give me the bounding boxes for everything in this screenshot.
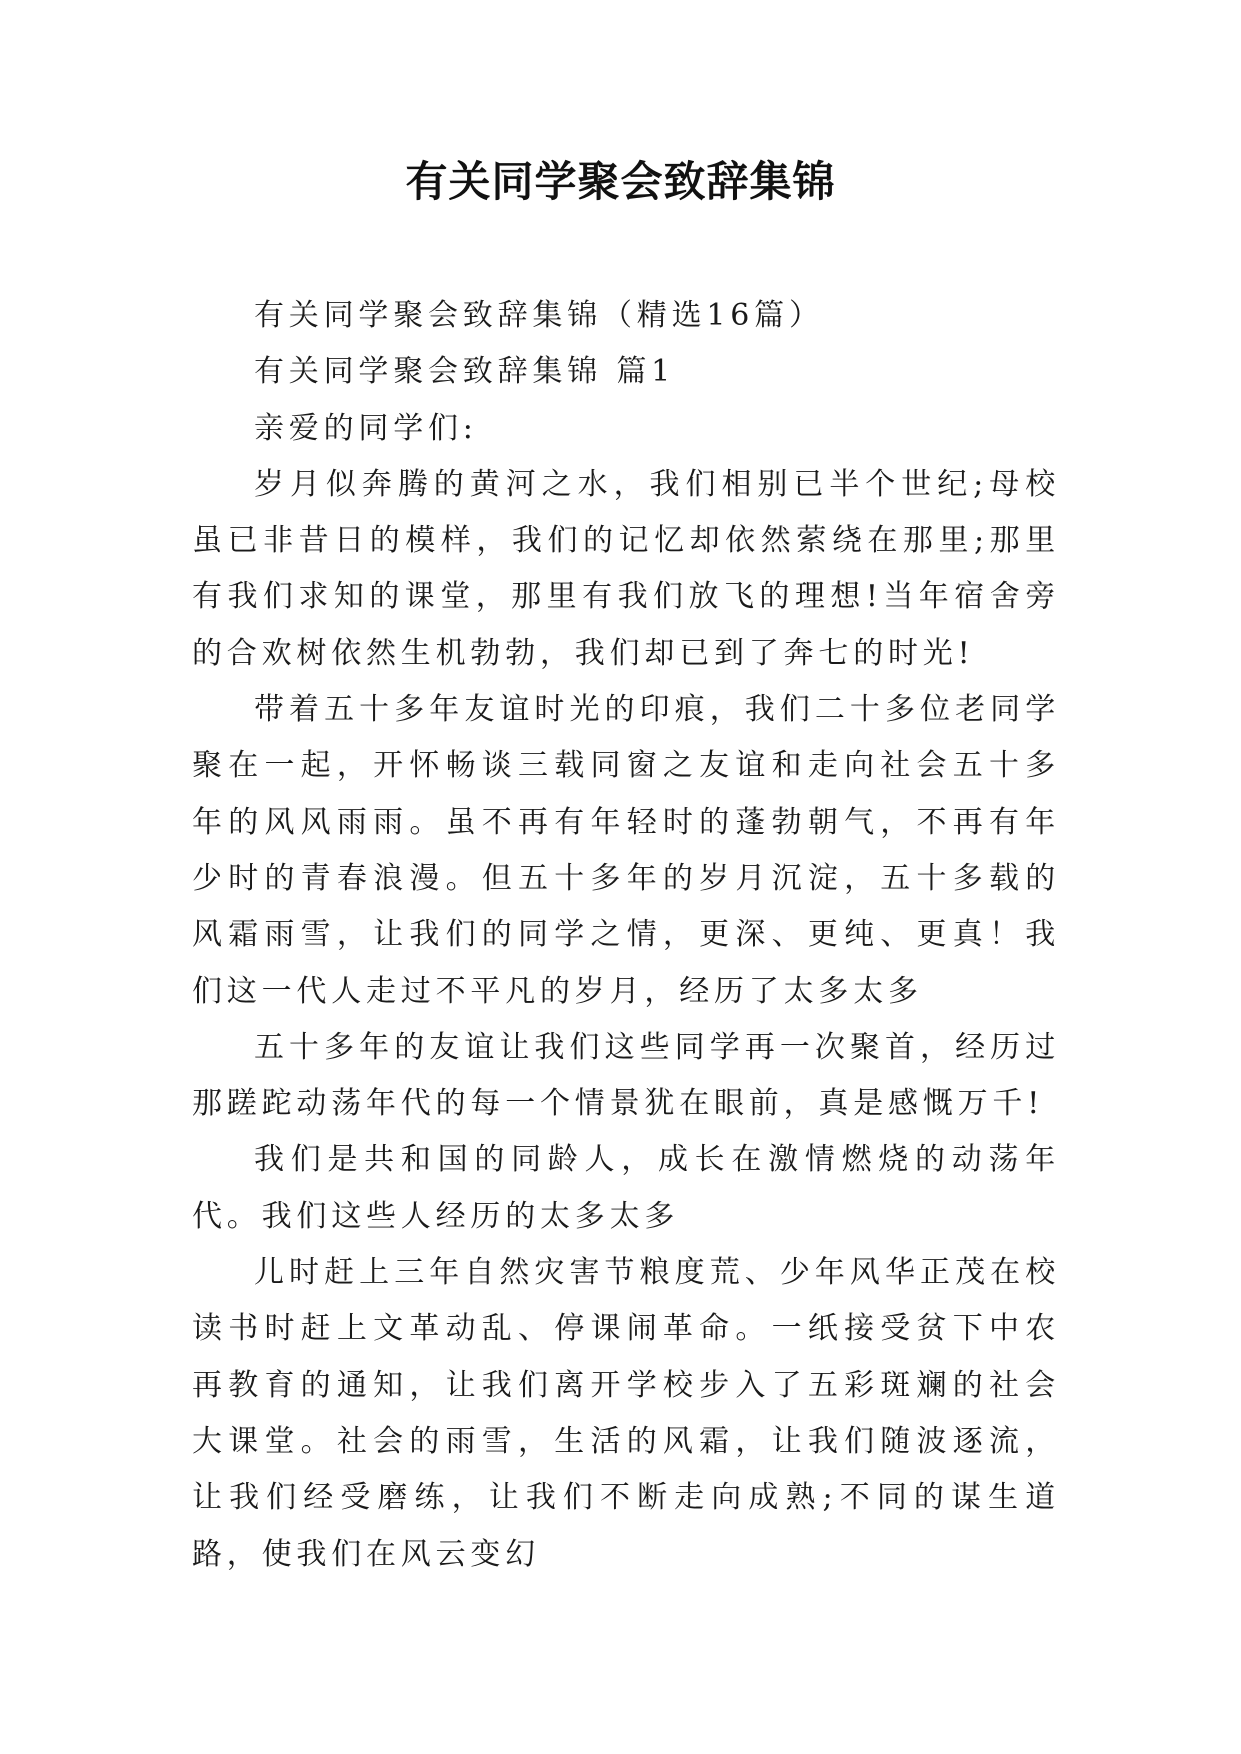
body-paragraph: 儿时赶上三年自然灾害节粮度荒、少年风华正茂在校读书时赶上文革动乱、停课闹革命。一纸接受贫下中农再教育的通知，让我们离开学校步入了五彩斑斓的社会大课堂。社会的雨雪，生活的风霜，让我们随波逐流，让我们经受磨练，让我们不断走向成熟;不同的谋生道路，使我们在风云变幻 <box>192 1255 1060 1572</box>
body-paragraph: 带着五十多年友谊时光的印痕，我们二十多位老同学聚在一起，开怀畅谈三载同窗之友谊和走向社会五十多年的风风雨雨。虽不再有年轻时的蓬勃朝气，不再有年少时的青春浪漫。但五十多年的岁月沉淀，五十多载的风霜雨雪，让我们的同学之情，更深、更纯、更真！我们这一代人走过不平凡的岁月，经历了太多太多 <box>192 692 1060 1009</box>
document-title: 有关同学聚会致辞集锦 <box>405 157 836 206</box>
subtitle-paragraph: 有关同学聚会致辞集锦（精选16篇） <box>254 298 824 333</box>
section-heading: 有关同学聚会致辞集锦 篇1 <box>254 354 676 390</box>
body-paragraph: 岁月似奔腾的黄河之水，我们相别已半个世纪;母校虽已非昔日的模样，我们的记忆却依然萦绕在那里;那里有我们求知的课堂，那里有我们放飞的理想!当年宿舍旁的合欢树依然生机勃勃，我们却已到了奔七的时光! <box>192 466 1060 671</box>
body-paragraph: 我们是共和国的同龄人，成长在激情燃烧的动荡年代。我们这些人经历的太多太多 <box>192 1142 1060 1234</box>
salutation-paragraph: 亲爱的同学们: <box>254 410 478 446</box>
body-paragraph: 五十多年的友谊让我们这些同学再一次聚首，经历过那蹉跎动荡年代的每一个情景犹在眼前，真是感慨万千! <box>192 1029 1060 1122</box>
document-body <box>192 288 1060 1583</box>
